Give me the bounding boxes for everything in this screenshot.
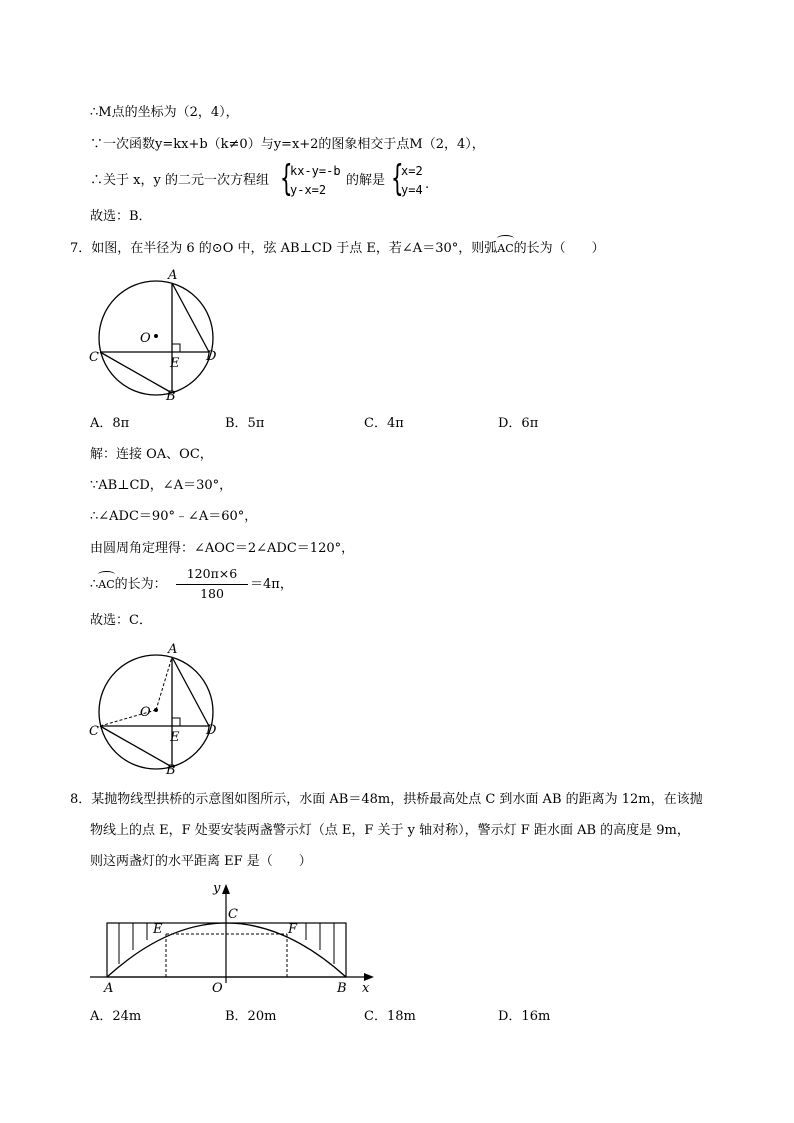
label-d-2: D [206, 723, 217, 738]
q7-answer: 故选：C． [90, 613, 152, 628]
q8-stem-line-3: 则这两盏灯的水平距离 EF 是（ ） [90, 854, 312, 869]
label-y: y [213, 881, 221, 896]
q7-sol-post: ＝4π， [250, 577, 293, 592]
y-axis-arrow [222, 884, 230, 894]
label-o: O [212, 981, 223, 996]
fraction-denominator: 180 [200, 586, 224, 601]
q7-sol-arc-text: AC [98, 578, 115, 591]
q7-sol-pre: ∴ [90, 577, 99, 592]
label-c-2: C [89, 724, 99, 739]
center-dot-2 [154, 708, 158, 712]
prev-solution-line-3-mid: 的解是 [346, 173, 386, 188]
fraction-bar [176, 584, 248, 585]
q7-stem [70, 240, 605, 258]
q8-bridge-figure [86, 880, 386, 1005]
q7-figure-circle [86, 268, 226, 403]
solution-eq-1: x=2 [401, 164, 423, 178]
label-e: E [170, 356, 180, 371]
q7-arc-text: AC [497, 242, 514, 255]
q7-arc-label [497, 240, 513, 258]
system-brace: { [280, 158, 293, 199]
label-b: B [337, 981, 347, 996]
label-c: C [89, 350, 99, 365]
label-a: A [104, 981, 114, 996]
label-a-2: A [168, 642, 178, 657]
q7-stem-post: 的长为（ ） [513, 241, 605, 256]
system-eq-1: kx-y=-b [290, 164, 341, 178]
q7-stem-pre: 7．如图，在半径为 6 的⊙O 中，弦 AB⊥CD 于点 E，若∠A＝30°，则弧 [70, 241, 498, 256]
label-b: B [166, 389, 176, 404]
label-x: x [362, 981, 370, 996]
prev-solution-line-3-prefix: ∴关于 x，y 的二元一次方程组 [90, 173, 269, 188]
right-angle-mark-2 [172, 718, 180, 726]
q7-option-a[interactable]: A．8π [90, 416, 130, 431]
q8-stem-line-2: 物线上的点 E，F 处要安装两盏警示灯（点 E，F 关于 y 轴对称），警示灯 F 距水面 AB 的高度是 9m， [90, 823, 690, 838]
solution-brace: { [391, 158, 404, 199]
q7-sol-mid: 的长为： [114, 577, 167, 592]
q7-option-b[interactable]: B．5π [225, 416, 265, 431]
x-axis-arrow [364, 973, 374, 981]
solution-eq-2: y=4 [401, 183, 423, 197]
q7-solution-line-5 [90, 576, 167, 594]
q7-solution-line-2: ∵AB⊥CD，∠A＝30°， [90, 478, 233, 493]
q8-option-c[interactable]: C．18m [364, 1009, 416, 1024]
label-o: O [140, 331, 151, 346]
q7-option-d[interactable]: D．6π [498, 416, 539, 431]
solution-system [401, 162, 423, 200]
prev-solution-line-2: ∵一次函数y=kx+b（k≠0）与y=x+2的图象相交于点M（2，4）， [90, 137, 485, 152]
q7-option-c[interactable]: C．4π [364, 416, 404, 431]
label-d: D [206, 349, 217, 364]
q8-stem-line-1: 8．某抛物线型拱桥的示意图如图所示，水面 AB＝48m，拱桥最高处点 C 到水面 AB 的距离为 12m，在该抛 [70, 792, 703, 807]
q7-solution-line-3: ∴∠ADC＝90°﹣∠A＝60°， [90, 509, 258, 524]
label-b-2: B [166, 763, 176, 778]
q8-option-a[interactable]: A．24m [90, 1009, 142, 1024]
equation-system [290, 162, 341, 200]
label-f: F [288, 922, 298, 937]
label-e: E [153, 922, 163, 937]
label-o-2: O [140, 705, 151, 720]
fraction-numerator: 120π×6 [186, 566, 238, 581]
label-a: A [168, 268, 178, 283]
right-angle-mark [172, 344, 180, 352]
q7-solution-figure [86, 642, 226, 777]
label-e-2: E [170, 730, 180, 745]
prev-solution-line-3-end: . [425, 177, 430, 192]
center-dot [154, 334, 158, 338]
dashed-oa [156, 657, 172, 710]
q7-sol-arc [98, 576, 114, 594]
prev-answer: 故选：B． [90, 209, 152, 224]
q8-option-d[interactable]: D．16m [498, 1009, 551, 1024]
label-c: C [228, 907, 238, 922]
q8-option-b[interactable]: B．20m [225, 1009, 277, 1024]
q7-solution-line-4: 由圆周角定理得：∠AOC＝2∠ADC＝120°， [90, 541, 355, 556]
q7-solution-line-1: 解：连接 OA、OC， [90, 447, 213, 462]
system-eq-2: y-x=2 [290, 183, 327, 197]
prev-solution-line-1: ∴M点的坐标为（2，4）， [90, 105, 239, 120]
